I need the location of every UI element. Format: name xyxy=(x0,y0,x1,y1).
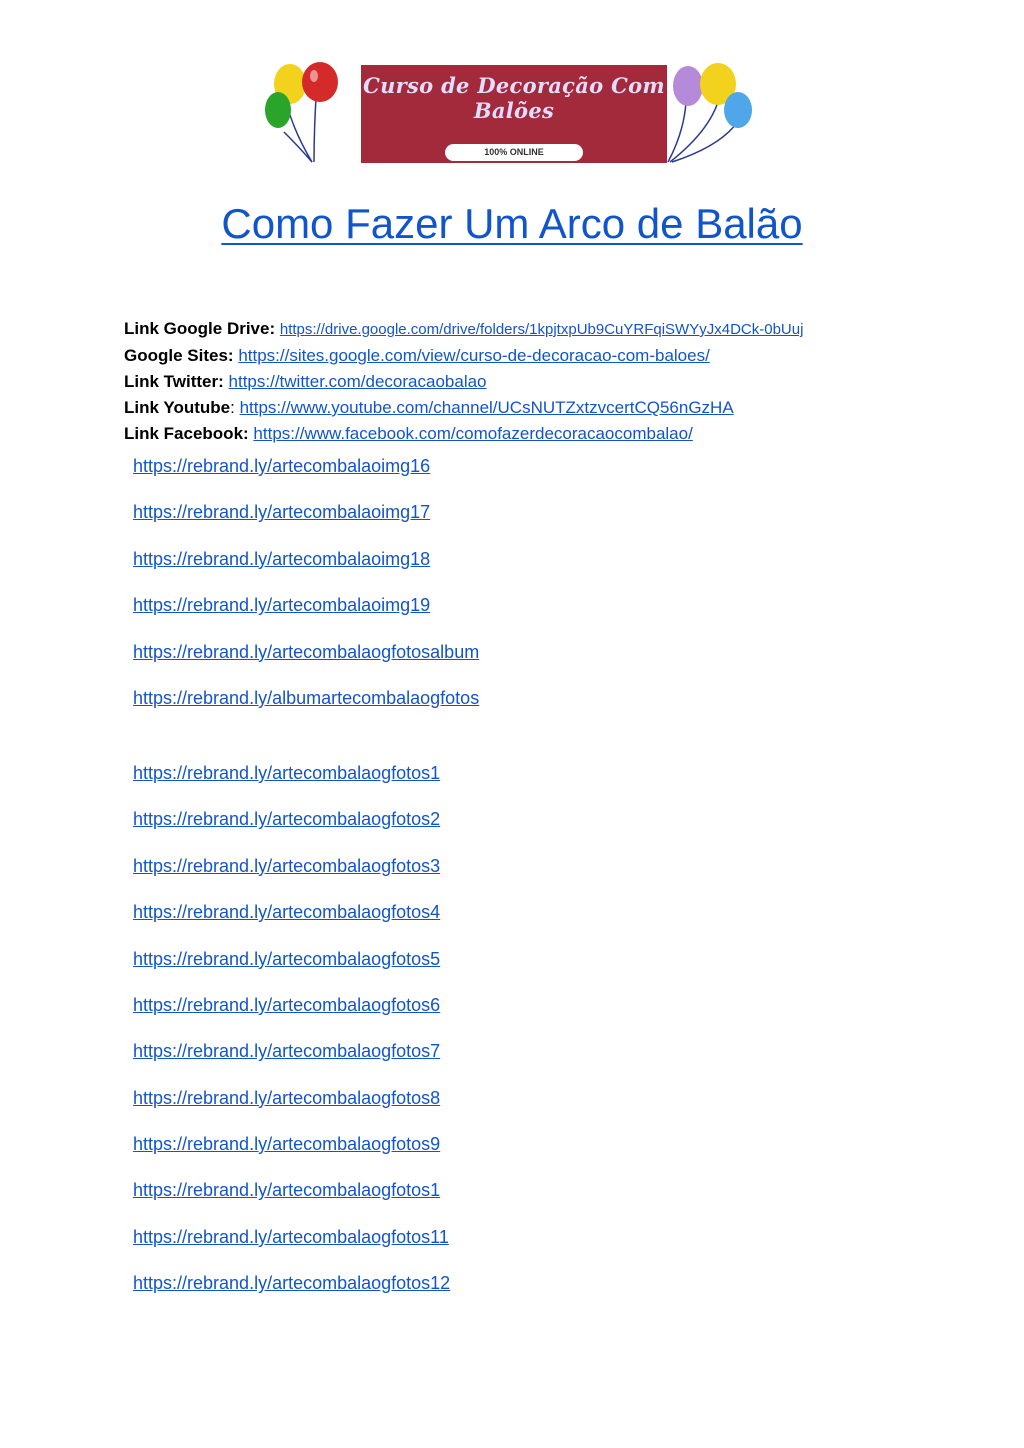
rebrand-link[interactable]: https://rebrand.ly/artecombalaoimg19 xyxy=(133,595,431,616)
google-drive-link[interactable]: https://drive.google.com/drive/folders/1kpjtxpUb9CuYRFqiSWYyJx4DCk-0bUuj xyxy=(279,321,804,338)
rebrand-link[interactable]: https://rebrand.ly/artecombalaogfotos11 xyxy=(133,1226,449,1247)
list-item xyxy=(133,1224,479,1270)
list-item xyxy=(133,499,479,545)
list-item xyxy=(133,946,479,992)
list-item xyxy=(133,453,479,499)
list-item xyxy=(133,546,479,592)
list-item xyxy=(133,806,479,852)
list-item xyxy=(133,592,479,638)
info-separator: : xyxy=(230,398,235,417)
rebrand-link[interactable]: https://rebrand.ly/artecombalaogfotos4 xyxy=(133,902,441,923)
banner-panel xyxy=(361,65,667,163)
rebrand-link[interactable]: https://rebrand.ly/artecombalaogfotos12 xyxy=(133,1273,451,1294)
info-label-twitter: Link Twitter: xyxy=(124,372,224,391)
banner-title-line1: Curso de Decoração Com xyxy=(363,73,665,98)
list-item xyxy=(133,639,479,685)
info-facebook xyxy=(124,421,803,447)
list-item xyxy=(133,1131,479,1177)
list-item xyxy=(133,992,479,1038)
course-banner xyxy=(264,62,756,166)
twitter-link[interactable]: https://twitter.com/decoracaobalao xyxy=(228,372,487,391)
info-label-drive: Link Google Drive: xyxy=(124,319,276,338)
rebrand-link[interactable]: https://rebrand.ly/artecombalaogfotos1 xyxy=(133,762,441,783)
info-label-youtube: Link Youtube xyxy=(124,398,231,417)
balloons-right-icon xyxy=(658,62,756,166)
list-item xyxy=(133,1085,479,1131)
rebrand-link[interactable]: https://rebrand.ly/albumartecombalaogfotos xyxy=(133,687,480,708)
rebrand-link[interactable]: https://rebrand.ly/artecombalaoimg18 xyxy=(133,548,431,569)
info-twitter xyxy=(124,369,803,395)
rebrand-link-list xyxy=(133,453,479,1317)
list-item xyxy=(133,853,479,899)
rebrand-link[interactable]: https://rebrand.ly/artecombalaogfotos6 xyxy=(133,994,441,1015)
youtube-link[interactable]: https://www.youtube.com/channel/UCsNUTZxtzvcertCQ56nGzHA xyxy=(239,398,734,417)
info-youtube xyxy=(124,395,803,421)
info-label-sites: Google Sites: xyxy=(124,346,234,365)
list-item xyxy=(133,1038,479,1084)
rebrand-link[interactable]: https://rebrand.ly/artecombalaogfotos1 xyxy=(133,1180,441,1201)
rebrand-link[interactable]: https://rebrand.ly/artecombalaogfotos7 xyxy=(133,1041,441,1062)
banner-title xyxy=(361,73,667,123)
rebrand-link[interactable]: https://rebrand.ly/artecombalaogfotosalbum xyxy=(133,641,480,662)
list-item xyxy=(133,685,479,760)
rebrand-link[interactable]: https://rebrand.ly/artecombalaoimg17 xyxy=(133,502,431,523)
list-item xyxy=(133,899,479,945)
info-google-drive xyxy=(124,316,803,343)
info-links xyxy=(124,316,803,447)
list-item xyxy=(133,1177,479,1223)
google-sites-link[interactable]: https://sites.google.com/view/curso-de-decoracao-com-baloes/ xyxy=(238,346,710,365)
rebrand-link[interactable]: https://rebrand.ly/artecombalaogfotos2 xyxy=(133,809,441,830)
rebrand-link[interactable]: https://rebrand.ly/artecombalaoimg16 xyxy=(133,456,431,476)
rebrand-link[interactable]: https://rebrand.ly/artecombalaogfotos5 xyxy=(133,948,441,969)
list-item xyxy=(133,760,479,806)
balloons-left-icon xyxy=(264,62,362,166)
info-label-facebook: Link Facebook: xyxy=(124,424,249,443)
document-title-link[interactable]: Como Fazer Um Arco de Balão xyxy=(221,200,803,247)
list-item xyxy=(133,1270,479,1316)
rebrand-link[interactable]: https://rebrand.ly/artecombalaogfotos3 xyxy=(133,855,441,876)
banner-badge: 100% ONLINE xyxy=(445,144,583,161)
rebrand-link[interactable]: https://rebrand.ly/artecombalaogfotos8 xyxy=(133,1087,441,1108)
rebrand-link[interactable]: https://rebrand.ly/artecombalaogfotos9 xyxy=(133,1134,441,1155)
info-google-sites xyxy=(124,343,803,369)
facebook-link[interactable]: https://www.facebook.com/comofazerdecoracaocombalao/ xyxy=(253,424,693,443)
banner-title-line2: Balões xyxy=(473,98,555,123)
